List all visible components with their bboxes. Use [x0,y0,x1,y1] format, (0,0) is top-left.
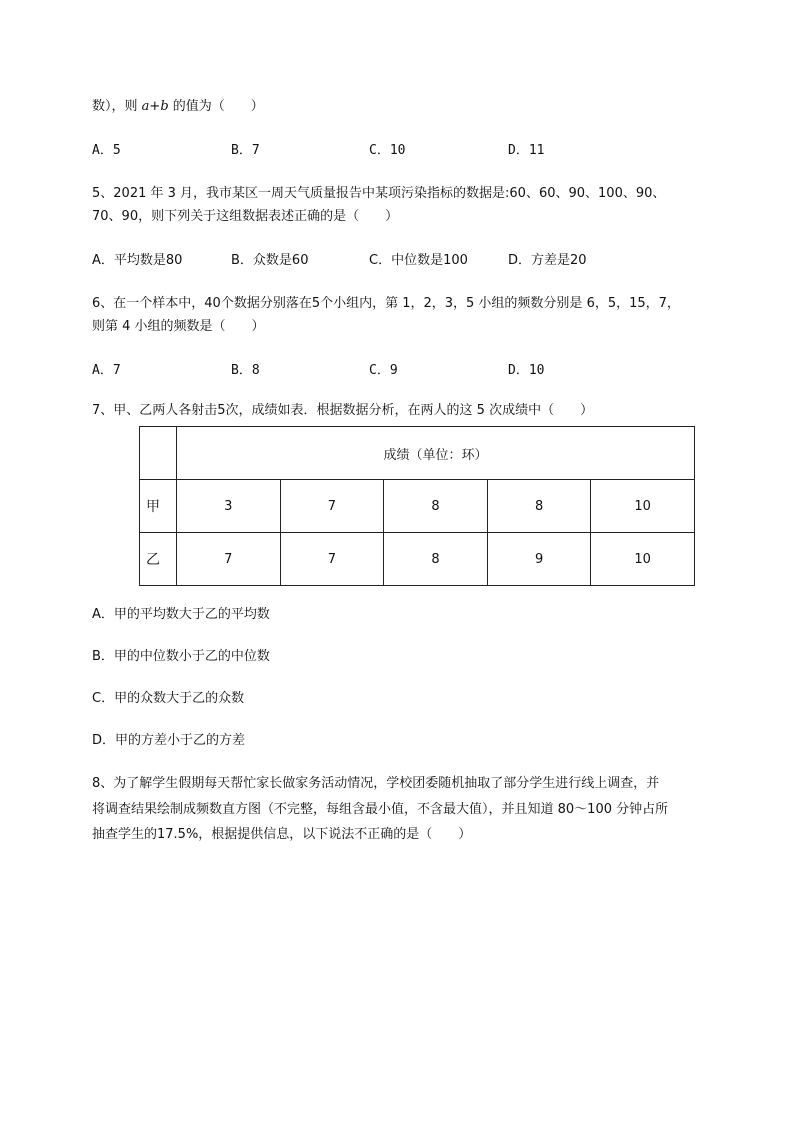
table-header-cell: 成绩（单位：环） [177,427,695,480]
question-7-stem: 7、甲、乙两人各射击5次，成绩如表．根据数据分析，在两人的这 5 次成绩中（ ） [92,403,594,418]
question-4-option-a[interactable]: A．5 [92,143,121,158]
row-label-jia: 甲 [140,480,177,533]
score-table [139,426,695,586]
question-7-option-c[interactable]: C．甲的众数大于乙的众数 [92,691,245,706]
question-5-stem-line-1: 5、2021 年 3 月，我市某区一周天气质量报告中某项污染指标的数据是:60、60、90、100、90、 [92,186,666,201]
question-6-option-a[interactable]: A．7 [92,363,121,378]
score-cell: 7 [280,533,384,586]
variable-b: b [160,99,169,114]
score-cell: 8 [384,480,488,533]
table-header-row [140,427,695,480]
question-6-stem-line-1: 6、在一个样本中，40个数据分别落在5个小组内，第 1，2，3，5 小组的频数分别是 6，5，15，7， [92,296,680,311]
question-6-option-b[interactable]: B．8 [231,363,260,378]
question-5-option-c[interactable]: C．中位数是100 [369,253,468,268]
score-cell: 9 [487,533,591,586]
question-5-stem-line-2: 70、90，则下列关于这组数据表述正确的是（ ） [92,209,399,224]
question-8-stem-line-1: 8、为了解学生假期每天帮忙家长做家务活动情况，学校团委随机抽取了部分学生进行线上调查，并 [92,776,660,791]
score-cell: 7 [280,480,384,533]
question-7-option-b[interactable]: B．甲的中位数小于乙的中位数 [92,649,270,664]
table-row [140,480,695,533]
question-4-option-b[interactable]: B．7 [231,143,260,158]
question-5-option-d[interactable]: D．方差是20 [508,253,587,268]
question-4-option-d[interactable]: D．11 [508,143,545,158]
question-6-option-d[interactable]: D．10 [508,363,545,378]
question-8-stem-line-3: 抽查学生的17.5%，根据提供信息，以下说法不正确的是（ ） [92,827,472,842]
question-4-suffix: 的值为（ ） [168,99,264,114]
table-row [140,533,695,586]
plus-sign: + [149,99,161,114]
question-5-option-a[interactable]: A．平均数是80 [92,253,183,268]
row-label-yi: 乙 [140,533,177,586]
question-7-option-a[interactable]: A．甲的平均数大于乙的平均数 [92,607,270,622]
question-6-stem-line-2: 则第 4 小组的频数是（ ） [92,319,265,334]
score-cell: 10 [591,533,695,586]
score-cell: 8 [487,480,591,533]
question-5-option-b[interactable]: B．众数是60 [231,253,309,268]
question-6-option-c[interactable]: C．9 [369,363,398,378]
score-cell: 7 [177,533,281,586]
question-4-prefix: 数），则 [92,99,142,114]
question-8-stem-line-2: 将调查结果绘制成频数直方图（不完整，每组含最小值，不含最大值），并且知道 80～100 分钟占所 [92,802,669,817]
score-cell: 3 [177,480,281,533]
question-7-option-d[interactable]: D．甲的方差小于乙的方差 [92,733,246,748]
question-4-option-c[interactable]: C．10 [369,143,406,158]
table-corner-cell [140,427,177,480]
score-cell: 10 [591,480,695,533]
question-4-continuation [92,98,264,116]
score-cell: 8 [384,533,488,586]
variable-a: a [141,99,150,114]
